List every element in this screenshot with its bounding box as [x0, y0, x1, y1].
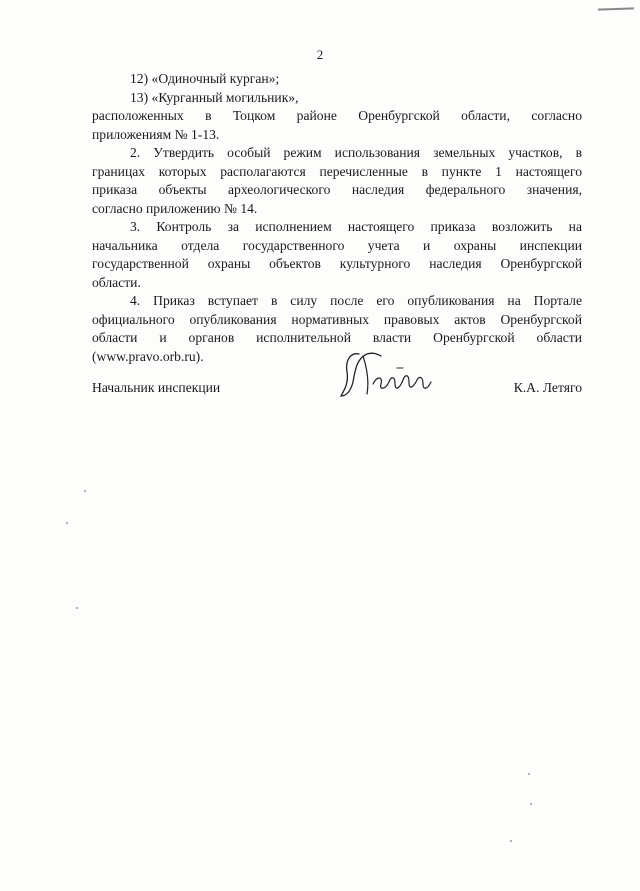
paragraph-line: области и органов исполнительной власти Оренбургской области: [92, 330, 582, 345]
signatory-name: К.А. Летяго: [513, 380, 582, 395]
paragraph-line: границах которых располагаются перечисленные в пункте 1 настоящего: [92, 163, 582, 179]
list-item-13: 13) «Курганный могильник»,: [130, 89, 299, 105]
paragraph-line: области.: [92, 274, 141, 290]
page-number: 2: [316, 47, 324, 62]
document-body: [92, 70, 582, 366]
scan-speck: [528, 773, 530, 775]
scan-speck: [510, 840, 512, 842]
paragraph-line: расположенных в Тоцком районе Оренбургской области, согласно: [92, 108, 582, 123]
paragraph-line: 4. Приказ вступает в силу после его опубликования на Портале: [130, 293, 582, 308]
scan-speck: [76, 607, 78, 609]
paragraph-item-3: [92, 218, 582, 292]
scan-speck: [66, 522, 68, 524]
paragraph-line: (www.pravo.orb.ru).: [92, 348, 204, 364]
paragraph-line: государственной охраны объектов культурного наследия Оренбургской: [92, 256, 582, 271]
scan-mark: [598, 7, 634, 10]
signatory-position: Начальник инспекции: [92, 380, 221, 395]
signature-block: [92, 368, 582, 428]
paragraph-line: 3. Контроль за исполнением настоящего приказа возложить на: [130, 219, 582, 234]
list-item-12: 12) «Одиночный курган»;: [130, 71, 280, 86]
paragraph-line: приказа объекты археологического наследия федерального значения,: [92, 182, 582, 197]
scan-speck: [530, 803, 532, 805]
paragraph-line: согласно приложению № 14.: [92, 200, 258, 216]
paragraph-line: начальника отдела государственного учета и охраны инспекции: [92, 237, 582, 253]
paragraph-line: 2. Утвердить особый режим использования земельных участков, в: [130, 145, 582, 160]
paragraph-item-2: [92, 144, 582, 218]
paragraph-location: [92, 107, 582, 144]
scan-speck: [84, 490, 86, 492]
paragraph-line: приложениям № 1-13.: [92, 126, 220, 142]
paragraph-line: официального опубликования нормативных правовых актов Оренбургской: [92, 311, 582, 327]
handwritten-signature: [337, 346, 447, 406]
